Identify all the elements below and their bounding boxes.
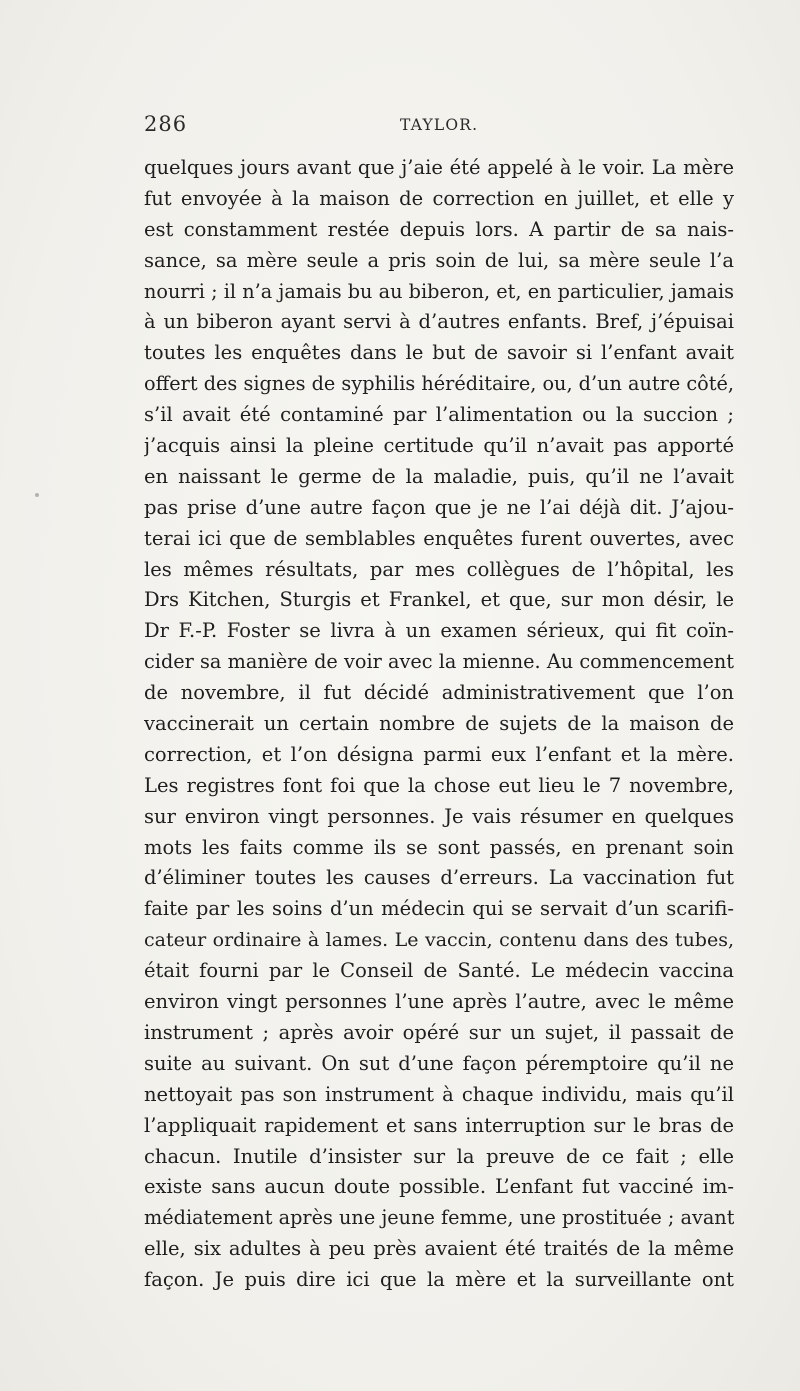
text-line: environ vingt personnes l’une après l’autre, avec le même (144, 990, 734, 1014)
text-line: pas prise d’une autre façon que je ne l’ai déjà dit. J’ajou- (144, 495, 734, 519)
text-line: chacun. Inutile d’insister sur la preuve de ce fait ; elle (144, 1144, 734, 1168)
text-line: Les registres font foi que la chose eut lieu le 7 novembre, (144, 773, 734, 797)
text-line: vaccinerait un certain nombre de sujets de la maison de (144, 712, 734, 736)
text-line: façon. Je puis dire ici que la mère et la surveillante ont (144, 1268, 734, 1292)
text-line: nourri ; il n’a jamais bu au biberon, et, en particulier, jamais (144, 279, 734, 303)
paper-speck (35, 493, 39, 497)
text-line: à un biberon ayant servi à d’autres enfants. Bref, j’épuisai (144, 310, 734, 334)
text-line: fut envoyée à la maison de correction en juillet, et elle y (144, 186, 734, 210)
text-line: les mêmes résultats, par mes collègues de l’hôpital, les (144, 557, 734, 581)
text-line: suite au suivant. On sut d’une façon péremptoire qu’il ne (144, 1051, 734, 1075)
text-line: j’acquis ainsi la pleine certitude qu’il n’avait pas apporté (144, 434, 734, 458)
text-line: existe sans aucun doute possible. L’enfant fut vacciné im- (144, 1175, 734, 1199)
text-line: quelques jours avant que j’aie été appelé à le voir. La mère (144, 156, 734, 179)
text-line: mots les faits comme ils se sont passés, en prenant soin (144, 835, 734, 859)
text-line: instrument ; après avoir opéré sur un sujet, il passait de (144, 1020, 734, 1044)
body-text (144, 153, 734, 1296)
text-line: sur environ vingt personnes. Je vais résumer en quelques (144, 804, 734, 828)
page-number: 286 (144, 112, 188, 136)
text-line: faite par les soins d’un médecin qui se servait d’un scarifi- (144, 897, 734, 921)
text-line: nettoyait pas son instrument à chaque individu, mais qu’il (144, 1082, 734, 1106)
text-line: est constamment restée depuis lors. A partir de sa nais- (144, 217, 734, 241)
text-line: de novembre, il fut décidé administrativement que l’on (144, 681, 734, 705)
page-header (144, 112, 734, 142)
text-line: d’éliminer toutes les causes d’erreurs. La vaccination fut (144, 866, 734, 890)
text-line: elle, six adultes à peu près avaient été traités de la même (144, 1237, 734, 1261)
text-line: toutes les enquêtes dans le but de savoir si l’enfant avait (144, 341, 734, 365)
text-line: en naissant le germe de la maladie, puis, qu’il ne l’avait (144, 464, 734, 488)
text-line: cateur ordinaire à lames. Le vaccin, contenu dans des tubes, (144, 929, 734, 952)
text-line: cider sa manière de voir avec la mienne. Au commencement (144, 650, 734, 674)
text-line: l’appliquait rapidement et sans interruption sur le bras de (144, 1113, 734, 1137)
text-line: s’il avait été contaminé par l’alimentation ou la succion ; (144, 403, 734, 427)
running-title: TAYLOR. (400, 116, 479, 134)
text-line: Drs Kitchen, Sturgis et Frankel, et que, sur mon désir, le (144, 588, 734, 612)
text-line: terai ici que de semblables enquêtes furent ouvertes, avec (144, 526, 734, 550)
text-line: correction, et l’on désigna parmi eux l’enfant et la mère. (144, 742, 734, 766)
text-line: médiatement après une jeune femme, une prostituée ; avant (144, 1206, 734, 1230)
text-line: Dr F.-P. Foster se livra à un examen sérieux, qui fit coïn- (144, 619, 734, 643)
text-line: sance, sa mère seule a pris soin de lui, sa mère seule l’a (144, 248, 734, 272)
text-line: offert des signes de syphilis héréditaire, ou, d’un autre côté, (144, 372, 734, 396)
text-line: était fourni par le Conseil de Santé. Le médecin vaccina (144, 959, 734, 983)
